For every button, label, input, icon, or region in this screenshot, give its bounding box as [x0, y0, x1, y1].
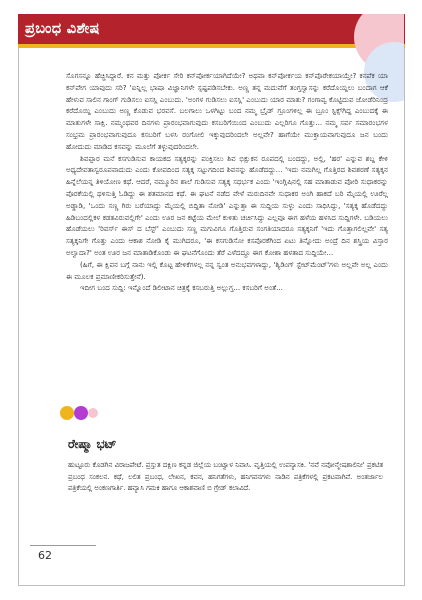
author-divider-dots: [60, 404, 120, 424]
article-paragraph: ಇದೀಗ ಬಂದ ಸುದ್ದಿ: ಇನ್ನೊಂದೆ ಡಿಲೀಟಾನ ಚಿತ್ರಕ್ಕೆ ಕಸಬರುತ್ತಿ ಅಲ್ಲುಗ್ತ... ಕಸಬರಿಗೆ ಅಂತೆ...: [80, 283, 283, 293]
article-paragraph: ಸೊಗಸನ್ನೂ ಹೆಚ್ಚಿಸಿದ್ದಾರೆ. ಕನ ಮತ್ತು ಪೋರ್ಕ ಸೇರಿ ಕನ್‌ಪೋರ್ಕಯಾಗಿದೆಯೇ? ಅಥವಾ ಕನ್‌ಪೋರ್ಕಯ ಕನ್‌ಪೊರೇಕಯಾಯ್ತೇ? ಕನ‌ಪೆಕ ಯಾ ಕನ್‌ಪೇಗ ಯಾವುದು ಸರಿ? 'ಐನ್ನಿಲ್ಲ ಭಾಷಾ ವಿಜ್ಞಾನಿಗಳೇ ಸ್ಪಷ್ಟಪಡಿಸಬೇಕು. ಅಣ್ಣ ತನ್ನ ಮದುವೆಗೆ ತಂಗ್ತಸ್ವಾಸನ್ನು ಕರೆದೊಯ್ದಲು ಬಂದಾಗ ಆಕೆ ಹೇಳುವ ಸಾಲಿನ ಗಾಂಗ್ ಗುಡಿಸಲು ಐಸಸ್ಲಿ ಎಂಬುದು. 'ಅಂಗಳ ಗುಡಿಸಲು ಐಸಸ್ಲಿ' ಎಂಬುದು ಯಾರ ಮಾತು? ಗಂಗಾವ್ವ ಕೊಟ್ಟಿದುವ ಜೋಡೆರಿನಿಂದ್ರ ಕರೆದೊಯ್ದಿ ಎಂಬುದು ಅಣ್ಣ ಕೊಡುವ ಭರವಸೆ. ಬಲಗಾಲು ಒಳಗಿಟ್ಟು ಬಂದ ನಮ್ಮ ಬ್ರೈಡ್ ಗ್ರೂಂಗಳಿಲ್ಲ ಈ ಬ್ರೂಂ ಸ್ಟಿಕ್ಸ್‌ಗಿದ್ದ ಎಂಬುದಕ್ಕೆ ಈ ಮಾತುಗಳೇ ಸಾಕ್ಷಿ. ನಮ್ಮಂಥವರ ದಿನಗಳು ಪ್ರಾರಂಭವಾಗುವುದು ಕಸಬರಿಗೆಯಿಂದ ಎಂಬುದು ಎಲ್ಲರಿಗೂ ಗೊತ್ತು... ನಮ್ಮ ಸರ್ವ ಸಮಾರಂಭಗಳ ಸಂಭ್ರಮ ಪ್ರಾರಂಭವಾಗುವುದೂ ಕಸಬರಿಗೆ ಬಳಸಿ ರಂಗೋಲಿ ಇಕ್ಕುವುದರಿಂದಲೇ ಅಲ್ಲವೇ? ಹಾಗೆಯೇ ಮುಕ್ತಾಯವಾಗುವುದೂ ಜನ ಬಂದು ಹೋದುದು ಮಾಡಿದ ಕಸವನ್ನು ಮೂಲೆಗೆ ತಳ್ಳುವುದರಿಂದಲೇ.: [66, 71, 388, 151]
article-paragraph: ಶಿವಪ್ಪಾರ ಮನೆ ಕಸಗುಡಿಸುವ ಕಾಯಕದ ಸತ್ಯಕ್ಕರನ್ನು ಪಂಕ್ತಿಸಲು ಶಿವ ಭಿಕ್ಷುಕನ ರೂಪದಲ್ಲಿ ಬಂದದ್ದು, ಅಲ್ಲಿ, 'ಹರ' ಎನ್ನುವ ಶಬ್ದ ಕೇಳಿ ಅಧ್ಯದೇವತಾಸ್ವರೂಪವಾದುದು ಎಂದು ಕೋಪದಿಂದ ಸತ್ಯಕ್ಕ ಸಟ್ಟುಗದಿಂದ ಶಿವನನ್ನು ಹೊಡೆದದ್ದು... 'ಇದು ನಮಗಿಲ್ಲ ಗೊತ್ತಿರದ ಶಿವಶರಣೆ ಸತ್ಯಕ್ಕನ ಹಿನ್ನೆಲೆಯನ್ನ ತಿಳಿಯೋಣ ಕಥೆ. ಆದರೆ, ನಮ್ಮೂರಿನ ಶಾಲೆ ಗುಡಿಸುವ ಸತ್ಯಕ್ಕ ಸಧರ್ಭಕ ಎಂದು 'ಇಂಗ್ಲಿಷಿನಲ್ಲಿ ಸಹ ಮಾತಾಡುವ ಪೋರಿ ಸುಧಾಕರನ್ನು ಪೊರಕೆಯಲ್ಲಿ ಥಳಿಸುತ್ತಿ ಓಡಿದ್ದು ಈ ಶತಮಾನದ ಕಥೆ. ಈ ಘಟನೆ ನಡೆದ ವೇಳೆ ಮರುದಿನವೇ ಸುಧಾಕರ ಅಂಗಿ ಹಾಕದೆ ಬರಿ ಮೈಯಲ್ಲಿ ಊರೆಲ್ಲ ಅಡ್ಡಾಡಿ, 'ಒಂದು ಸಣ್ಣ ಗಿರು ಬರೆಯಾದ್ದು ಮೈಯಲ್ಲಿ ಬಿದ್ದಿತಾ ನೋಡಿ' ಎನ್ನುತ್ತಾ ಈ ಸುದ್ದಿಯ ಸುಳ್ಳು ಎಂದು ಸಾಧಿಸಿದ್ದು, 'ಸತ್ಯಕ್ಕ ಹೊಡೆದದ್ದು ಹಿಡಿಬಂದಲ್ಲಿಕಳ ಕಡತವಿರುವಲ್ಲಿಗೇ' ಎಂದು ಊರ ಜನ ಕಟ್ಟೆಯ ಮೇಲೆ ಕುಳಿತು ಚರ್ಚಿಸಿದ್ದು ಎಲ್ಲವೂ ಈಗ ಹಳೆಯ ಹಳಸಿದ ಸುದ್ದಿಗಳೇ. ಬಡಿಯಲು ಹೊಡೆಯಲು 'ರಿವರ್ಸ್ ಈಸ್ ದ ಬೆಸ್ಟ್' ಎಂಬುದು ಸಣ್ಣ ಮಗುವಿಗೂ ಗೊತ್ತಿರುವ ಸಂಗತಿಯಾದರೂ ಸತ್ಯಕ್ಕನಿಗೆ 'ಇದು ಗೊತ್ತಾಗಲಿಲ್ಲವೇ' ಸತ್ಯ ಸತ್ಯಕ್ಕನಿಗೇ ಗೊತ್ತು ಎಂದು ಆಕಾಶ ನೋಡಿ ಕೈ ಮುಗಿದರೂ, 'ಈ ಕಸಗುಡಿಸೋ ಕಸಪೊರಕೆಗಿಂದ ಏಟು ತಿನ್ನೋದು ಅಂದ್ರೆ ದಿನ ಶಸ್ತ್ರಿಯ ವಿಸ್ತಾರ ಅಲ್ವಾದಾ?' ಅಂತ ಊರ ಜನ ಮಾತಾಡಿಕೊಂಡು ಈ ಘಟನೆಗೊಂದು ತೆರೆ ಎಳೆದದ್ದೂ ಈಗ ಕೋಶಾ ಹಳತಾದ ಸುದ್ದಿಯೇ...: [66, 153, 388, 257]
article-paragraph: (ಹಿಗೆ, ಈ ಕ್ಷಿಪನ ಬಗ್ಗೆ ನಾನು ಇಲ್ಲಿ ಕೊಟ್ಟ ಹೇಳಿಕೆಗಳಲ್ಲ ನನ್ನ ಸ್ವಂತ ಅನುಭವಗಳಾದ್ದು, 'ಶ್ಯಿಡಿಂಗ್ ಸ್ಟೇಟ್‌ಮೆಂಟ್'ಗಳು ಅಲ್ಲವೇ ಅಲ್ಲ ಎಂದು ಈ ಮೂಲಕ ಪ್ರಮಾಣೀಕರಿಸುತ್ತೇನೆ).: [66, 259, 388, 281]
pink-dot: [88, 408, 98, 418]
article-body: [66, 70, 388, 294]
page-number-rule: [30, 545, 96, 546]
page-number: 62: [38, 549, 52, 562]
section-title: ಪ್ರಬಂಧ ವಿಶೇಷ: [25, 21, 100, 37]
author-name: ರೇಷ್ಮಾ ಭಟ್: [68, 437, 117, 451]
author-bio: ಹುಟ್ಟೂರು ಕೊಡಗಿನ ವಿರಾಜಪೇಟೆ. ಪ್ರಸ್ತುತ ದಕ್ಷಿಣ ಕನ್ನಡ ಜಿಲ್ಲೆಯ ಬಂಟ್ವಾಳ ನಿವಾಸಿ. ವೃತ್ತಿಯಲ್ಲಿ ಉಪನ್ಯಾಸಕಿ. 'ನವೆ ನವೋನ್ಮೇಷಶಾಲಿನೀ' ಪ್ರಕಟಿತ ಪ್ರಬಂಧ ಸಂಕಲನ. ಕಥೆ, ಲಲಿತ ಪ್ರಬಂಧ, ಲೇಖನ, ಕವನ, ಹನಿಗತೆಗಳು, ಹನಿಗವನಗಳು ನಾಡಿನ ಪತ್ರಿಕೆಗಳಲ್ಲಿ ಪ್ರಕಟವಾಗಿವೆ. ಅಂತರ್ಜಾಲ ಪತ್ರಿಕೆಯಲ್ಲಿ ಅಂಕಣಗಾರ್ತಿ. ಹವ್ಯಾಸಿ ಗಮಕಿ ಹಾಗೂ ಆಕಾಶವಾಣಿ ಬಿ ಗ್ರೇಡ್ ಕಲಾವಿದೆ.: [68, 461, 383, 493]
yellow-dot: [60, 406, 74, 420]
purple-dot: [74, 406, 88, 420]
